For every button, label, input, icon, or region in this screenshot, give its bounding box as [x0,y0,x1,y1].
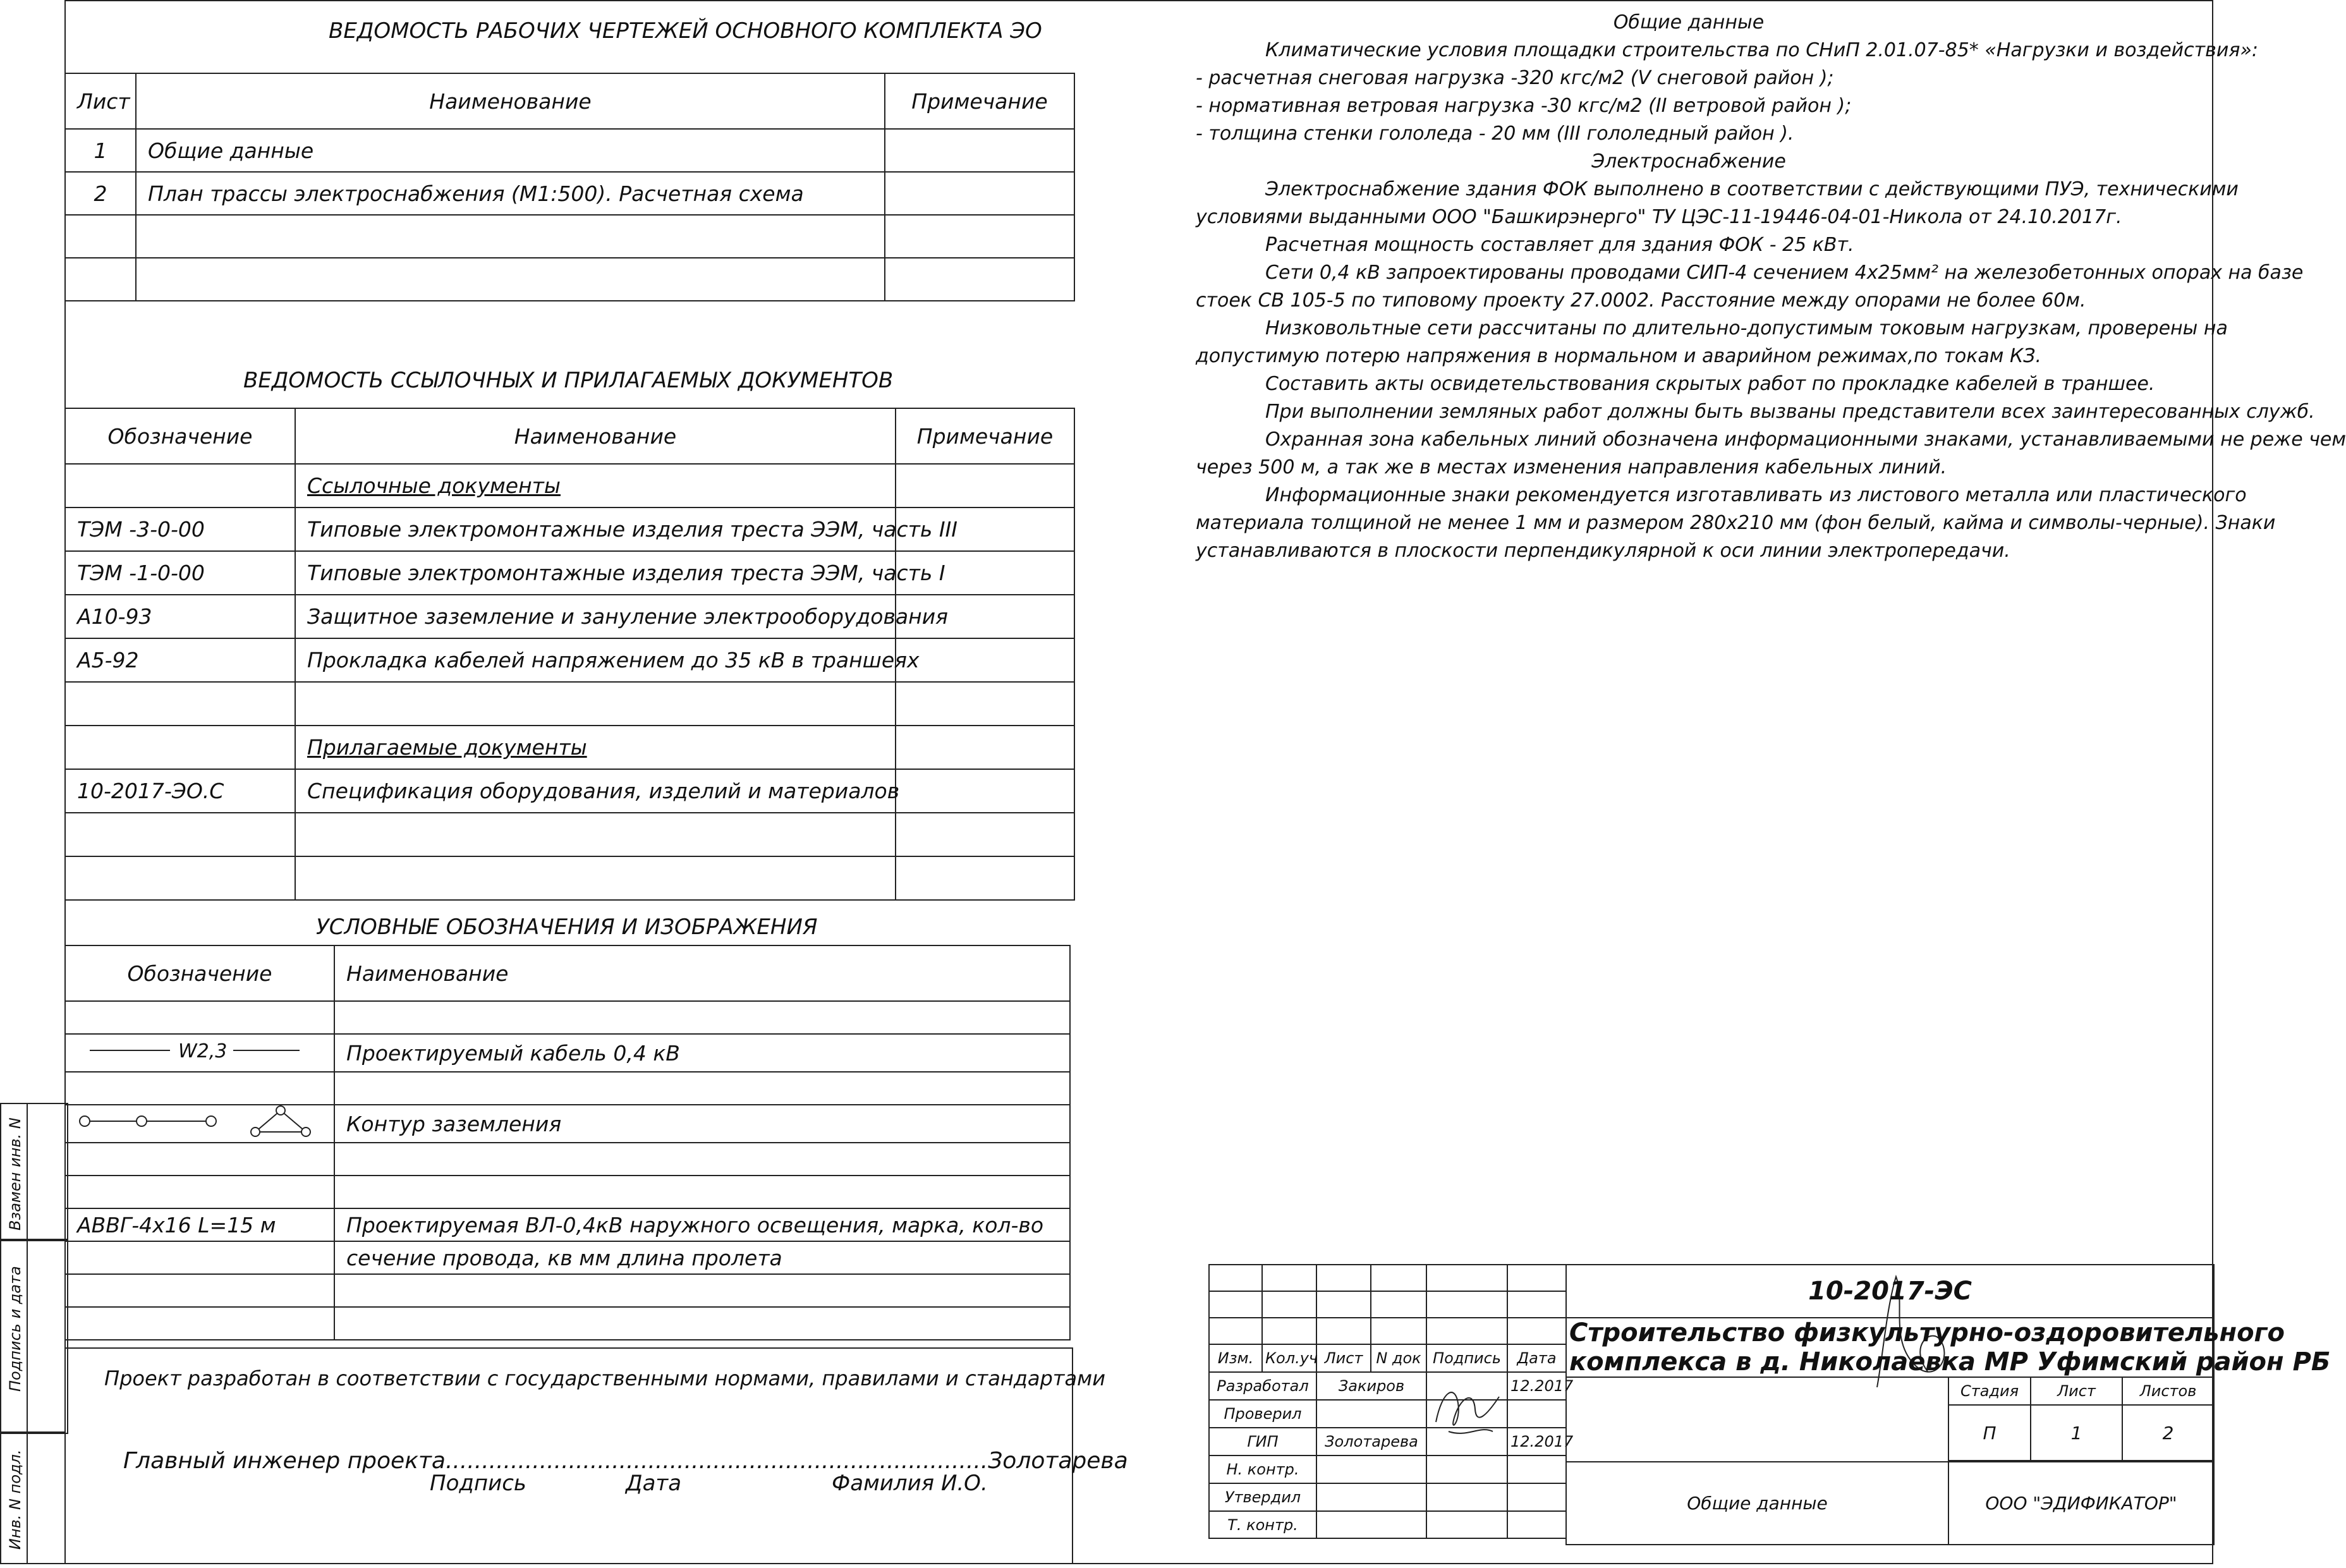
role-label: ГИП [1209,1428,1316,1456]
role-label: Утвердил [1209,1483,1316,1511]
project-name-line-1: Строительство физкультурно-оздоровительного [1566,1318,2214,1347]
doc-code [65,856,295,900]
sheet-note [885,258,1074,301]
person-name [1316,1456,1426,1483]
text-line: - расчетная снеговая нагрузка -320 кгс/м2 (V снеговой район ); [1196,67,1834,89]
doc-name: Типовые электромонтажные изделия треста ЭЭМ, часть III [295,507,896,551]
table-row [1209,1400,1566,1428]
sheet-number: 2 [65,172,136,215]
date-caption: Дата [626,1471,682,1496]
text-line: Охранная зона кабельных линий обозначена информационными знаками, устанавливаемыми не реже чем [1265,428,2346,451]
legend-name [334,1274,1070,1307]
table-row [65,1307,1070,1340]
column-header: Лист [1316,1344,1371,1372]
refs-list-table [64,408,1075,901]
table-row [65,638,1074,682]
text-line: При выполнении земляных работ должны быть вызваны представители всех заинтересованных служб. [1265,401,2315,423]
document-code: 10-2017-ЭС [1566,1265,2214,1318]
refs-list-title: ВЕДОМОСТЬ ССЫЛОЧНЫХ И ПРИЛАГАЕМЫХ ДОКУМЕНТОВ [243,368,894,393]
date-cell [1507,1400,1566,1428]
text-line: Информационные знаки рекомендуется изготавливать из листового металла или пластического [1265,484,2247,506]
table-row [1209,1428,1566,1456]
doc-code: 10-2017-ЭО.С [65,769,295,813]
doc-note [896,464,1074,507]
side-stamp-label: Подпись и дата [6,1266,24,1392]
doc-name: Защитное заземление и зануление электрооборудования [295,595,896,638]
sheets-list-table [64,73,1075,301]
sheets-value: 2 [2122,1405,2214,1461]
company-name: ООО "ЭДИФИКАТОР" [1948,1462,2214,1545]
sheet-number [65,215,136,258]
date-cell [1507,1511,1566,1538]
table-row [65,215,1074,258]
column-header: Наименование [136,73,885,129]
name-caption: Фамилия И.О. [832,1471,988,1496]
text-line: Расчетная мощность составляет для здания ФОК - 25 кВт. [1265,234,1854,256]
table-row [65,464,1074,507]
doc-note [896,638,1074,682]
doc-note [896,813,1074,856]
column-header: Обозначение [65,945,334,1001]
legend-name [334,1001,1070,1034]
column-header: Примечание [896,408,1074,464]
role-label: Н. контр. [1209,1456,1316,1483]
text-line: через 500 м, а так же в местах изменения направления кабельных линий. [1196,456,1947,478]
doc-name: Спецификация оборудования, изделий и материалов [295,769,896,813]
person-name: Закиров [1316,1372,1426,1400]
table-row [65,1274,1070,1307]
table-row [1209,1511,1566,1538]
legend-name: Контур заземления [334,1105,1070,1143]
side-stamp-replaced [0,1103,68,1241]
sheet-number: 1 [65,129,136,172]
table-row [65,258,1074,301]
title-block-right [1565,1264,2331,1545]
column-header: Изм. [1209,1344,1262,1372]
sheet-name: План трассы электроснабжения (М1:500). Расчетная схема [136,172,885,215]
legend-code: АВВГ-4х16 L=15 м [65,1208,334,1241]
date-cell [1507,1483,1566,1511]
legend-name: Проектируемая ВЛ-0,4кВ наружного освещения, марка, кол-во [334,1208,1070,1241]
table-row [65,595,1074,638]
text-line: допустимую потерю напряжения в нормальном и аварийном режимах,по токам КЗ. [1196,345,2042,367]
doc-name: Прокладка кабелей напряжением до 35 кВ в траншеях [295,638,896,682]
doc-note [896,769,1074,813]
doc-name [295,813,896,856]
text-line: Сети 0,4 кВ запроектированы проводами СИП-4 сечением 4х25мм² на железобетонных опорах на базе [1265,262,2304,284]
table-row [65,856,1074,900]
table-row [65,1001,1070,1034]
stage-value: П [1948,1405,2031,1461]
table-row [65,769,1074,813]
person-name [1316,1511,1426,1538]
column-header: Лист [65,73,136,129]
role-label: Проверил [1209,1400,1316,1428]
doc-code: А5-92 [65,638,295,682]
date-cell: 12.2017 [1507,1428,1566,1456]
table-row [65,172,1074,215]
legend-name [334,1072,1070,1105]
legend-name: сечение провода, кв мм длина пролета [334,1241,1070,1274]
column-header: Наименование [295,408,896,464]
text-line: стоек СВ 105-5 по типовому проекту 27.0002. Расстояние между опорами не более 60м. [1196,289,2086,312]
sheet-note [885,129,1074,172]
table-row [65,1105,1070,1143]
cable-line-icon [66,1035,335,1066]
doc-name [295,856,896,900]
text-line: - толщина стенки гололеда - 20 мм (III гололедный район ). [1196,123,1794,145]
table-row [65,1143,1070,1176]
text-line: - нормативная ветровая нагрузка -30 кгс/м2 (II ветровой район ); [1196,95,1852,117]
stage-label: Стадия [1948,1377,2031,1405]
sheets-label: Листов [2122,1377,2214,1405]
doc-name: Типовые электромонтажные изделия треста ЭЭМ, часть I [295,551,896,595]
role-label: Т. контр. [1209,1511,1316,1538]
sheet-name [136,258,885,301]
declaration-text: Проект разработан в соответствии с государственными нормами, правилами и стандартами [104,1366,1105,1390]
table-row [65,1241,1070,1274]
sheet-label: Лист [2031,1377,2122,1405]
date-cell: 12.2017 [1507,1372,1566,1400]
table-row [65,682,1074,726]
doc-code: ТЭМ -3-0-00 [65,507,295,551]
sheet-name: Общие данные [136,129,885,172]
text-line: Электроснабжение здания ФОК выполнено в соответствии с действующими ПУЭ, техническими [1265,178,2239,200]
section-heading: Прилагаемые документы [295,726,896,769]
ground-loop-icon [66,1105,335,1137]
legend-name: Проектируемый кабель 0,4 кВ [334,1034,1070,1072]
legend-ground-symbol [65,1105,334,1143]
text-line: устанавливаются в плоскости перпендикулярной к оси линии электропередачи. [1196,540,2010,562]
side-stamp-label: Инв. N подл. [6,1449,24,1550]
legend-name [334,1307,1070,1340]
doc-code: А10-93 [65,595,295,638]
project-name-line-2: комплекса в д. Николаевка МР Уфимский район РБ [1566,1347,2214,1377]
sheet-value: 1 [2031,1405,2122,1461]
legend-cable-symbol [65,1034,334,1072]
section-heading: Общие данные [1613,11,1765,33]
sheet-name [136,215,885,258]
doc-code [65,464,295,507]
side-stamp-original [0,1431,66,1564]
doc-code: ТЭМ -1-0-00 [65,551,295,595]
table-row [1209,1456,1566,1483]
side-stamp-sign-date [0,1239,68,1434]
table-row [65,1072,1070,1105]
text-line: материала толщиной не менее 1 мм и размером 280х210 мм (фон белый, кайма и символы-черные). Знаки [1196,512,2276,534]
person-name: Золотарева [1316,1428,1426,1456]
table-row [65,1176,1070,1208]
legend-table [64,945,1071,1340]
cable-mark-label: W2,3 [178,1040,228,1062]
doc-code [65,813,295,856]
column-header: Подпись [1426,1344,1507,1372]
table-row [65,726,1074,769]
sheets-list-title: ВЕДОМОСТЬ РАБОЧИХ ЧЕРТЕЖЕЙ ОСНОВНОГО КОМПЛЕКТА ЭО [329,18,1042,44]
legend-name [334,1143,1070,1176]
doc-note [896,856,1074,900]
sheet-number [65,258,136,301]
person-name [1316,1400,1426,1428]
section-heading: Ссылочные документы [295,464,896,507]
table-row [1209,1483,1566,1511]
column-header: Дата [1507,1344,1566,1372]
text-line: условиями выданными ООО "Башкирэнерго" ТУ ЦЭС-11-19446-04-01-Никола от 24.10.2017г. [1196,206,2122,228]
legend-name [334,1176,1070,1208]
chief-engineer-line: Главный инженер проекта...........................................................................Золотарева [123,1448,1128,1474]
table-row [1209,1372,1566,1400]
legend-title: УСЛОВНЫЕ ОБОЗНАЧЕНИЯ И ИЗОБРАЖЕНИЯ [316,915,818,940]
column-header: Наименование [334,945,1070,1001]
doc-note [896,726,1074,769]
sheet-note [885,172,1074,215]
table-row [65,1034,1070,1072]
signature-caption: Подпись [430,1471,526,1496]
side-stamp-label: Взамен инв. N [6,1117,24,1231]
text-line: Составить акты освидетельствования скрытых работ по прокладке кабелей в траншее. [1265,373,2155,395]
column-header: N док [1371,1344,1426,1372]
doc-note [896,682,1074,726]
doc-code [65,726,295,769]
title-block-left [1208,1264,1574,1539]
section-heading: Электроснабжение [1591,150,1786,173]
table-row [65,551,1074,595]
role-label: Разработал [1209,1372,1316,1400]
text-line: Низковольтные сети рассчитаны по длительно-допустимым токовым нагрузкам, проверены на [1265,317,2228,339]
column-header: Кол.уч [1262,1344,1316,1372]
table-row [65,1208,1070,1241]
text-line: Климатические условия площадки строительства по СНиП 2.01.07-85* «Нагрузки и воздействия»: [1265,39,2258,61]
table-row [65,813,1074,856]
column-header: Обозначение [65,408,295,464]
doc-name [295,682,896,726]
person-name [1316,1483,1426,1511]
general-data-section [1196,9,2346,565]
date-cell [1507,1456,1566,1483]
column-header: Примечание [885,73,1074,129]
signature-scribble-icon [1430,1378,1505,1447]
table-row [65,129,1074,172]
table-row [65,507,1074,551]
empty-cell [1566,1377,1948,1462]
sheet-title: Общие данные [1566,1462,1948,1545]
doc-code [65,682,295,726]
sheet-note [885,215,1074,258]
